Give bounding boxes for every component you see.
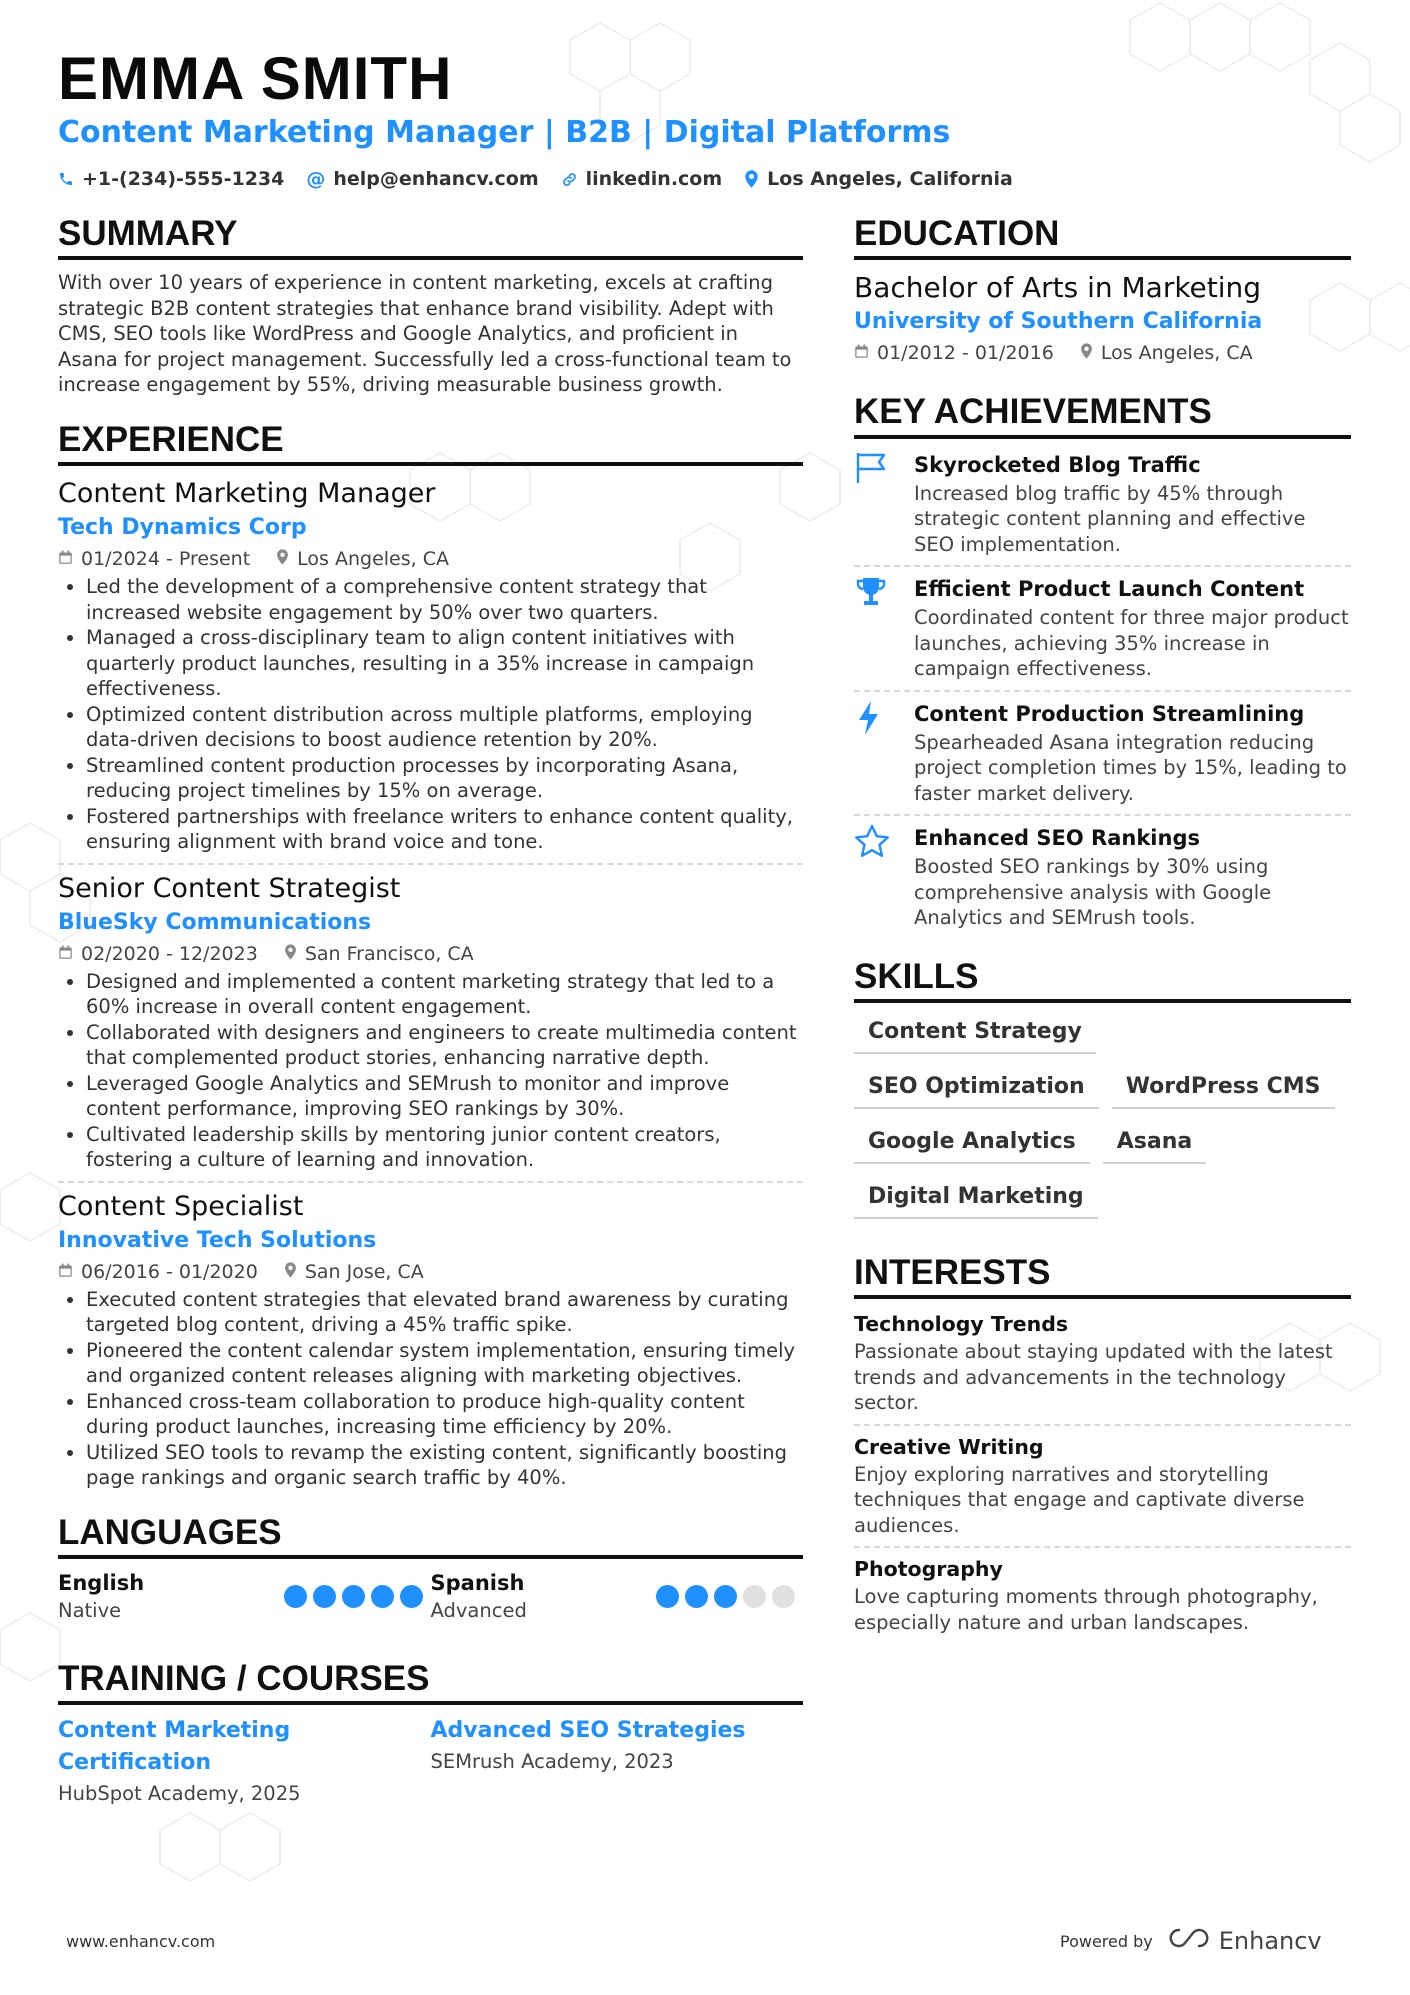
achievement-title: Content Production Streamlining [914,701,1305,726]
divider [58,1181,803,1183]
achievement-desc: Coordinated content for three major product launches, achieving 35% increase in campaign effectiveness. [914,606,1349,680]
divider [854,690,1351,692]
proficiency-dots [656,1585,795,1608]
section-title-interests: INTERESTS [854,1253,1351,1299]
bullet-item: • Pioneered the content calendar system implementation, ensuring timely and organized content releases aligning with marketing objectives. [86,1338,803,1389]
job-location [284,1257,424,1287]
job-meta [58,939,803,969]
languages-list [58,1569,803,1625]
email-text: help@enhancv.com [333,168,539,190]
school-name: University of Southern California [854,309,1263,335]
language-item [58,1569,431,1625]
achievement-desc: Boosted SEO rankings by 30% using comprehensive analysis with Google Analytics and SEMrush tools. [914,855,1272,929]
skills-list [854,1013,1351,1219]
interest-item [854,1309,1351,1416]
achievement-item [854,573,1351,682]
skill-tag: Google Analytics [854,1123,1090,1164]
divider [854,565,1351,567]
job-entry [58,1189,803,1491]
phone-text: +1-(234)-555-1234 [82,168,285,190]
proficiency-dot-empty [743,1585,766,1608]
proficiency-dot-filled [313,1585,336,1608]
location-pin-icon [744,170,759,188]
job-dates [58,939,258,969]
headline: Content Marketing Manager | B2B | Digital Platforms [58,115,951,150]
proficiency-dot-filled [371,1585,394,1608]
course-provider: SEMrush Academy, 2023 [430,1750,674,1773]
at-icon: @ [306,168,326,190]
link-icon [561,171,578,188]
achievement-desc: Spearheaded Asana integration reducing project completion times by 15%, leading to faster market delivery. [914,730,1347,805]
course-title: Advanced SEO Strategies [430,1718,746,1743]
location-pin-icon [284,1257,297,1287]
job-dates [58,1257,258,1287]
company-name: Tech Dynamics Corp [58,515,307,540]
bullet-item: • Designed and implemented a content marketing strategy that led to a 60% increase in overall content engagement. [86,969,803,1020]
job-bullets [58,574,803,855]
section-title-achievements: KEY ACHIEVEMENTS [854,392,1351,438]
achievement-item [854,449,1351,558]
section-title-training: TRAINING / COURSES [58,1659,803,1705]
proficiency-dot-filled [342,1585,365,1608]
bullet-item: • Optimized content distribution across multiple platforms, employing data-driven decisions to boost audience retention by 20%. [86,702,803,753]
education-section [854,214,1351,368]
skills-section [854,957,1351,1219]
bullet-item: • Fostered partnerships with freelance writers to enhance content quality, ensuring alignment with brand voice and tone. [86,804,803,855]
language-name: English [58,1570,145,1595]
job-dates-text: 06/2016 - 01/2020 [81,1260,258,1283]
achievement-desc: Increased blog traffic by 45% through strategic content planning and effective SEO implementation. [914,481,1306,556]
bullet-item: • Streamlined content production processes by incorporating Asana, reducing project timelines by 15% on average. [86,753,803,804]
bullet-item: • Enhanced cross-team collaboration to produce high-quality content during product launches, increasing time efficiency by 20%. [86,1389,803,1440]
divider [854,1424,1351,1426]
job-title: Senior Content Strategist [58,872,401,904]
calendar-icon [58,939,73,969]
company-name: BlueSky Communications [58,909,372,935]
proficiency-dot-filled [685,1585,708,1608]
job-dates [58,544,250,574]
right-column [854,214,1351,1635]
contact-bar [58,168,1013,190]
skill-tag: WordPress CMS [1112,1068,1335,1109]
job-location [276,544,449,574]
language-item [431,1569,804,1625]
job-bullets [58,1287,803,1491]
interest-desc: Passionate about staying updated with the latest trends and advancements in the technology sector. [854,1340,1333,1414]
calendar-icon [854,338,869,368]
proficiency-dots [284,1585,423,1608]
achievement-title: Efficient Product Launch Content [914,577,1305,601]
course-title: Content Marketing Certification [58,1718,291,1775]
interest-desc: Enjoy exploring narratives and storytelling techniques that engage and captivate diverse audiences. [854,1462,1305,1537]
course-item [58,1715,431,1809]
job-meta [58,1257,803,1287]
footer-branding[interactable] [1060,1926,1322,1956]
contact-email[interactable] [306,168,538,190]
skill-tag: SEO Optimization [854,1068,1099,1109]
education-location [1080,338,1253,368]
candidate-name: EMMA SMITH [58,45,453,112]
section-title-education: EDUCATION [854,214,1351,260]
brand-logo [1167,1926,1322,1956]
course-provider: HubSpot Academy, 2025 [58,1782,301,1805]
brand-name: Enhancv [1218,1927,1322,1955]
divider [854,1546,1351,1548]
job-meta [58,544,803,574]
contact-phone[interactable] [58,168,284,190]
education-dates-text: 01/2012 - 01/2016 [877,342,1054,365]
job-entry [58,871,803,1173]
bullet-item: • Managed a cross-disciplinary team to align content initiatives with quarterly product launches, resulting in a 35% increase in campaign effectiveness. [86,625,803,702]
languages-section [58,1513,803,1625]
trophy-icon [854,573,900,682]
interest-title: Technology Trends [854,1312,1069,1336]
proficiency-dot-filled [714,1585,737,1608]
proficiency-dot-filled [284,1585,307,1608]
summary-section [58,214,803,398]
job-bullets [58,969,803,1173]
section-title-experience: EXPERIENCE [58,420,803,466]
phone-icon [58,171,74,187]
bullet-item: • Utilized SEO tools to revamp the existing content, significantly boosting page rankings and organic search traffic by 40%. [86,1440,803,1491]
skill-tag: Content Strategy [854,1013,1096,1054]
powered-by-text: Powered by [1060,1931,1153,1951]
interest-title: Creative Writing [854,1434,1044,1459]
bullet-item: • Led the development of a comprehensive content strategy that increased website engagement by 50% over two quarters. [86,574,803,625]
achievement-item [854,822,1351,931]
star-icon [854,822,900,931]
achievement-title: Skyrocketed Blog Traffic [914,452,1201,477]
proficiency-dot-filled [400,1585,423,1608]
education-meta [854,338,1351,368]
contact-linkedin[interactable] [561,168,723,190]
section-title-languages: LANGUAGES [58,1513,803,1559]
contact-location [744,168,1013,190]
job-location-text: San Francisco, CA [304,942,474,965]
skill-tag: Digital Marketing [854,1178,1098,1219]
divider [58,863,803,865]
interest-item [854,1432,1351,1539]
job-entry [58,476,803,855]
job-location-text: San Jose, CA [304,1260,424,1283]
skill-tag: Asana [1103,1123,1206,1164]
summary-text: With over 10 years of experience in content marketing, excels at crafting strategic B2B content strategies that enhance brand visibility. Adept with CMS, SEO tools like WordPress and Google Analytics, and proficient in Asana for project management. Successfully led a cross-functional team to increase engagement by 55%, driving measurable business growth. [58,271,792,397]
degree-title: Bachelor of Arts in Marketing [854,271,1262,305]
job-title: Content Specialist [58,1190,304,1222]
job-dates-text: 02/2020 - 12/2023 [81,942,258,965]
achievements-section [854,392,1351,930]
location-text: Los Angeles, California [767,168,1013,190]
language-level: Native [58,1598,122,1622]
interest-title: Photography [854,1557,1003,1581]
education-location-text: Los Angeles, CA [1100,342,1253,365]
interest-item [854,1554,1351,1635]
calendar-icon [58,544,73,574]
section-title-skills: SKILLS [854,957,1351,1003]
section-title-summary: SUMMARY [58,214,803,260]
location-pin-icon [284,939,297,969]
footer-website-link[interactable]: www.enhancv.com [66,1932,216,1951]
job-title: Content Marketing Manager [58,478,436,509]
bullet-item: • Leveraged Google Analytics and SEMrush to monitor and improve content performance, improving SEO rankings by 30%. [86,1071,803,1122]
calendar-icon [58,1257,73,1287]
courses-list [58,1715,803,1809]
language-name: Spanish [430,1570,525,1595]
left-column [58,214,803,1809]
interests-section [854,1253,1351,1635]
achievement-title: Enhanced SEO Rankings [914,826,1200,850]
bullet-item: • Cultivated leadership skills by mentoring junior content creators, fostering a culture of learning and innovation. [86,1122,803,1173]
bullet-item: • Collaborated with designers and engineers to create multimedia content that complemented product stories, enhancing narrative depth. [86,1020,803,1071]
bullet-item: • Executed content strategies that elevated brand awareness by curating targeted blog content, driving a 45% traffic spike. [86,1287,803,1338]
education-dates [854,338,1054,368]
experience-section [58,420,803,1491]
training-section [58,1659,803,1809]
job-location-text: Los Angeles, CA [297,548,449,570]
course-item [431,1715,804,1809]
flag-icon [854,449,900,558]
enhancv-logo-icon [1167,1926,1211,1956]
job-location [284,939,474,969]
language-level: Advanced [430,1598,527,1622]
linkedin-text: linkedin.com [585,168,723,190]
proficiency-dot-filled [656,1585,679,1608]
location-pin-icon [1080,338,1093,368]
lightning-icon [854,698,900,807]
proficiency-dot-empty [772,1585,795,1608]
achievement-item [854,698,1351,807]
company-name: Innovative Tech Solutions [58,1227,377,1253]
location-pin-icon [276,544,289,574]
interest-desc: Love capturing moments through photography, especially nature and urban landscapes. [854,1585,1318,1634]
job-dates-text: 01/2024 - Present [81,548,251,570]
divider [854,814,1351,816]
